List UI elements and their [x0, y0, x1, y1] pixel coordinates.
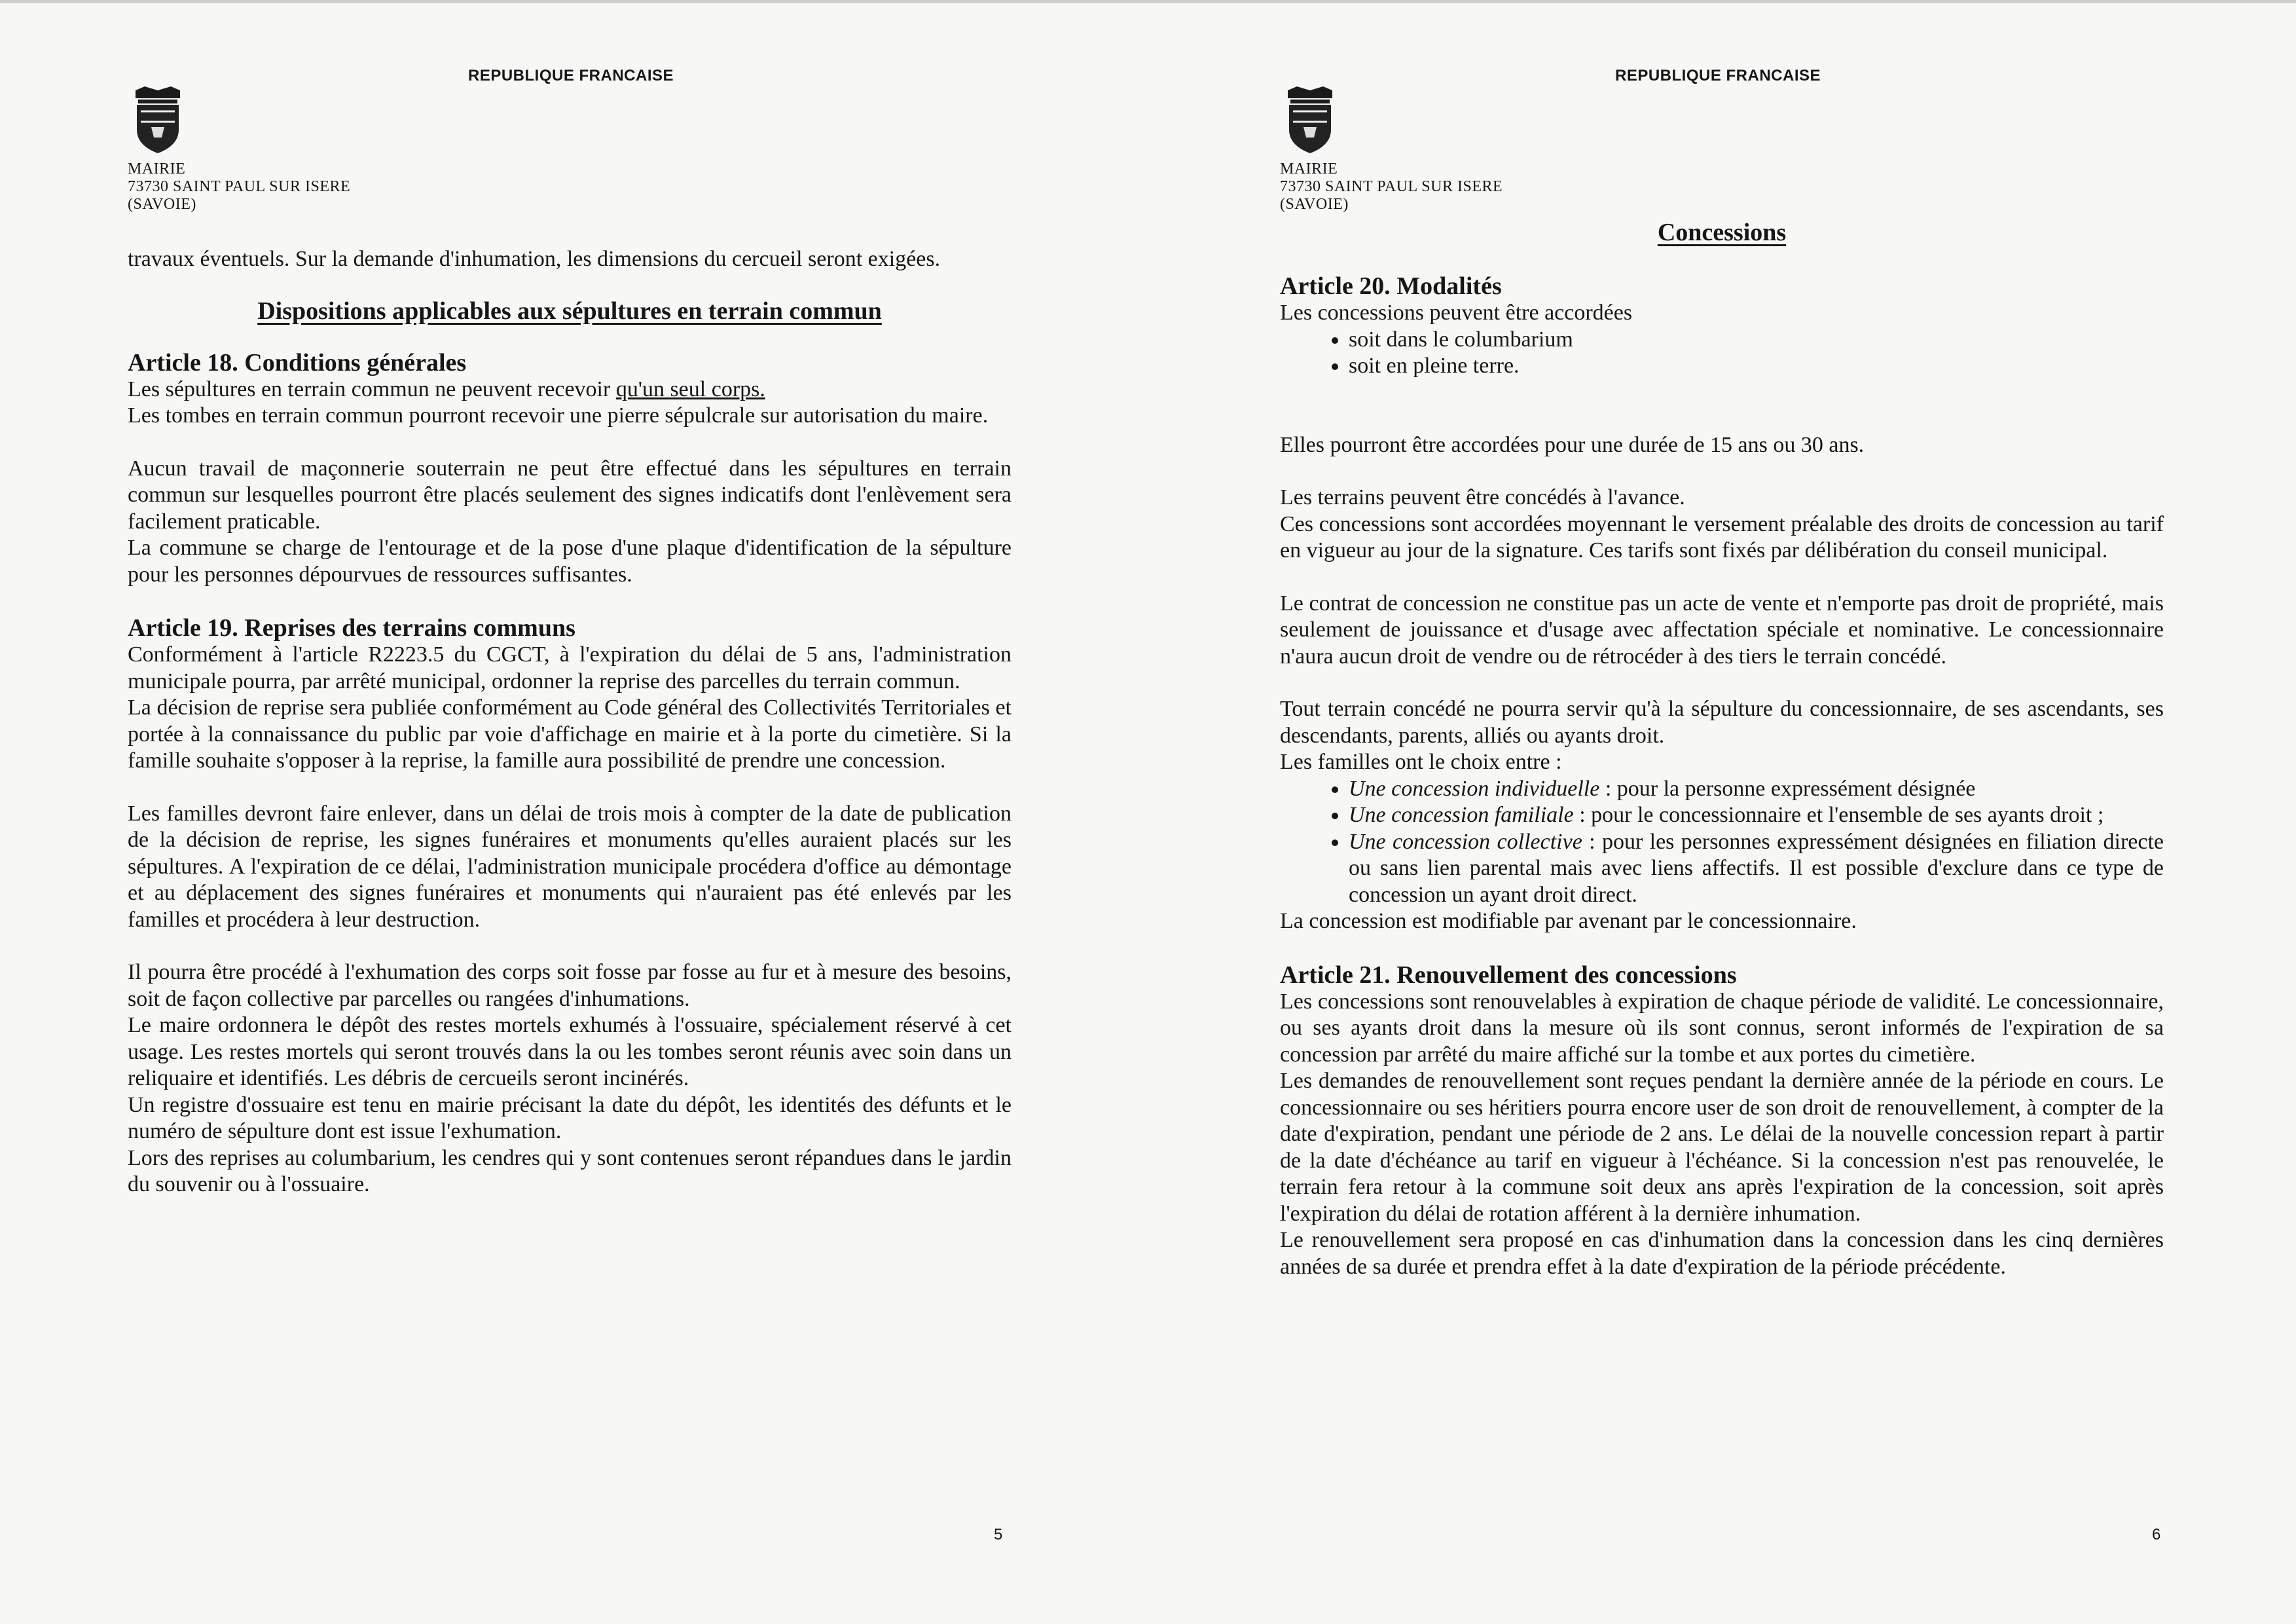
continuation-text: travaux éventuels. Sur la demande d'inhumation, les dimensions du cercueil seront exigées. — [128, 247, 941, 271]
page-6 — [1280, 0, 2164, 1624]
article-19-p3: Les familles devront faire enlever, dans un délai de trois mois à compter de la date de publication de la décision de reprise, les signes funéraires et monuments qu'elles auraient placés sur les sépultures. A l'expiration de ce délai, l'administration municipale procédera d'office au démontage et au déplacement des signes funéraires et monuments qui n'auraient pas été enlevés par les familles et procédera à leur destruction. — [128, 801, 1011, 932]
section-title-concessions: Concessions — [1657, 219, 1787, 246]
article-20-p7: Les familles ont le choix entre : — [1280, 750, 1562, 774]
list-item: • soit en pleine terre. — [1349, 353, 2164, 380]
page-number: 6 — [2152, 1526, 2161, 1543]
coat-of-arms-icon — [1284, 85, 1336, 157]
article-18-p2: Les tombes en terrain commun pourront recevoir une pierre sépulcrale sur autorisation du maire. — [128, 403, 989, 428]
article-18-p3: Aucun travail de maçonnerie souterrain ne peut être effectué dans les sépultures en terrain commun sur lesquelles pourront être placés seulement des signes indicatifs dont l'enlèvement sera facilement praticable. — [128, 456, 1011, 534]
mairie-address: MAIRIE 73730 SAINT PAUL SUR ISERE (SAVOIE) — [1280, 160, 1503, 213]
article-18-title: Article 18. Conditions générales — [128, 348, 467, 377]
article-19-p5: Le maire ordonnera le dépôt des restes mortels exhumés à l'ossuaire, spécialement réservé à cet usage. Les restes mortels qui seront trouvés dans la ou les tombes seront réunis avec soin dans un reliquaire et identifiés. Les débris de cercueils seront incinérés. — [128, 1013, 1011, 1090]
article-20-p4: Ces concessions sont accordées moyennant le versement préalable des droits de concession au tarif en vigueur au jour de la signature. Ces tarifs sont fixés par délibération du conseil municipal. — [1280, 511, 2164, 563]
article-20-intro: Les concessions peuvent être accordées — [1280, 301, 1633, 325]
article-19-p7: Lors des reprises au columbarium, les cendres qui y sont contenues seront répandues dans le jardin du souvenir ou à l'ossuaire. — [128, 1145, 1011, 1196]
list-item: • soit dans le columbarium — [1349, 327, 2164, 354]
concession-types-list — [1280, 776, 2164, 909]
article-20-p2: Elles pourront être accordées pour une durée de 15 ans ou 30 ans. — [1280, 432, 1865, 457]
article-18-p1: Les sépultures en terrain commun ne peuvent recevoir qu'un seul corps. — [128, 377, 765, 401]
republique-header: REPUBLIQUE FRANCAISE — [1615, 67, 1821, 84]
article-19-p4: Il pourra être procédé à l'exhumation des corps soit fosse par fosse au fur et à mesure des besoins, soit de façon collective par parcelles ou rangées d'inhumations. — [128, 960, 1011, 1011]
article-20-p3: Les terrains peuvent être concédés à l'avance. — [1280, 485, 1685, 509]
article-20-p8: La concession est modifiable par avenant par le concessionnaire. — [1280, 909, 1857, 933]
list-item: • Une concession individuelle : pour la personne expressément désignée — [1349, 776, 2164, 803]
article-20-title: Article 20. Modalités — [1280, 272, 1502, 300]
article-20-p5: Le contrat de concession ne constitue pas un acte de vente et n'emporte pas droit de propriété, mais seulement de jouissance et d'usage avec affectation spéciale et nominative. Le concessionnaire n'aura aucun droit de vendre ou de rétrocéder à des tiers le terrain concédé. — [1280, 591, 2164, 669]
article-21-p3: Le renouvellement sera proposé en cas d'inhumation dans la concession dans les cinq dernières années de sa durée et prendra effet à la date d'expiration de la période précédente. — [1280, 1228, 2164, 1279]
article-21-p2: Les demandes de renouvellement sont reçues pendant la dernière année de la période en cours. Le concessionnaire ou ses héritiers pourra encore user de son droit de renouvellement, à compter de la date d'expiration, pendant une période de 2 ans. Le délai de la nouvelle concession repart à partir de la date d'échéance au tarif en vigueur à l'échéance. Si la concession n'est pas renouvelée, le terrain fera retour à la commune soit deux ans après l'expiration de la concession, soit après l'expiration du délai de rotation afférent à la dernière inhumation. — [1280, 1069, 2164, 1226]
article-20-p6: Tout terrain concédé ne pourra servir qu'à la sépulture du concessionnaire, de ses ascendants, ses descendants, parents, alliés ou ayants droit. — [1280, 697, 2164, 748]
article-19-title: Article 19. Reprises des terrains communs — [128, 614, 575, 642]
page-6-content — [1280, 272, 2164, 1280]
section-title-terrain-commun: Dispositions applicables aux sépultures en terrain commun — [257, 297, 882, 325]
coat-of-arms-icon — [132, 85, 184, 157]
list-item: • Une concession familiale : pour le concessionnaire et l'ensemble de ses ayants droit ; — [1349, 802, 2164, 829]
page-number: 5 — [994, 1526, 1003, 1543]
republique-header: REPUBLIQUE FRANCAISE — [468, 67, 674, 84]
page-5 — [128, 0, 1011, 1624]
article-18-p4: La commune se charge de l'entourage et de la pose d'une plaque d'identification de la sépulture pour les personnes dépourvues de ressources suffisantes. — [128, 536, 1011, 587]
list-item: • Une concession collective : pour les personnes expressément désignées en filiation directe ou sans lien parental mais avec liens affectifs. Il est possible d'exclure dans ce type de concession un ayant droit direct. — [1349, 829, 2164, 909]
article-20-bullets — [1280, 327, 2164, 380]
article-21-title: Article 21. Renouvellement des concessions — [1280, 961, 1737, 989]
article-19-p6: Un registre d'ossuaire est tenu en mairie précisant la date du dépôt, les identités des défunts et le numéro de sépulture dont est issue l'exhumation. — [128, 1092, 1011, 1143]
mairie-address: MAIRIE 73730 SAINT PAUL SUR ISERE (SAVOIE) — [128, 160, 351, 213]
page-5-content — [128, 246, 1011, 1198]
article-19-p2: La décision de reprise sera publiée conformément au Code général des Collectivités Territoriales et portée à la connaissance du public par voie d'affichage en mairie et à la porte du cimetière. Si la famille souhaite s'opposer à la reprise, la famille aura possibilité de prendre une concession. — [128, 695, 1011, 773]
article-19-p1: Conformément à l'article R2223.5 du CGCT, à l'expiration du délai de 5 ans, l'administration municipale pourra, par arrêté municipal, ordonner la reprise des parcelles du terrain commun. — [128, 642, 1011, 693]
article-21-p1: Les concessions sont renouvelables à expiration de chaque période de validité. Le concessionnaire, ou ses ayants droit dans la mesure où ils sont connus, seront informés de l'expiration de sa concession par arrêté du maire affiché sur la tombe et aux portes du cimetière. — [1280, 989, 2164, 1067]
